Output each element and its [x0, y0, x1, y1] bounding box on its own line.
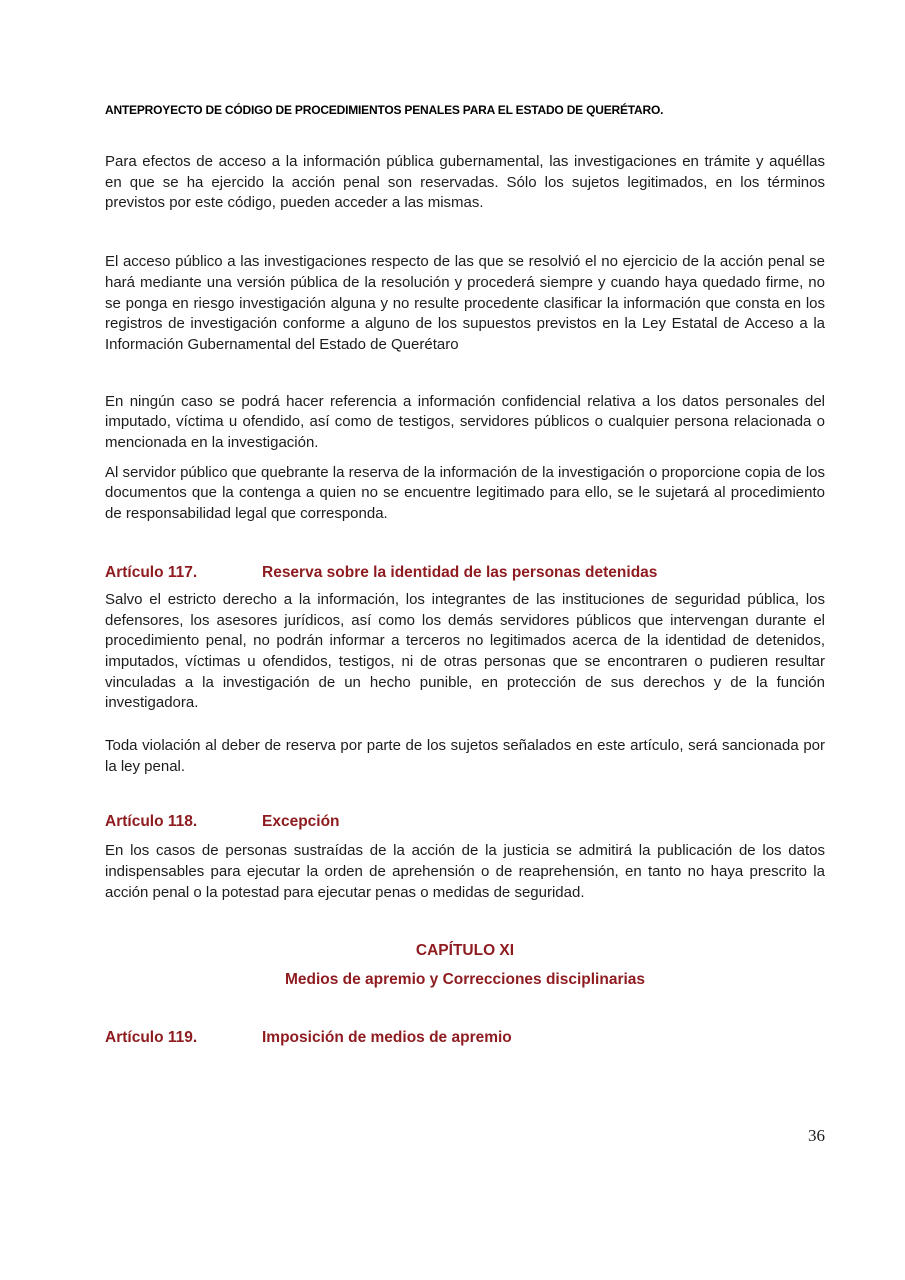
- article-119-label: Artículo 119.: [105, 1028, 198, 1046]
- page-number: 36: [808, 1126, 825, 1145]
- paragraph-toda-violacion: Toda violación al deber de reserva por parte de los sujetos señalados en este artículo, será sancionada por la ley penal.: [105, 737, 825, 775]
- paragraph-acceso-informacion: Para efectos de acceso a la información pública gubernamental, las investigaciones en trámite y aquéllas en que se ha ejercido la acción penal son reservadas. Sólo los sujetos legitimados, en los términos previstos por este código, pueden acceder a las mismas.: [105, 153, 825, 212]
- running-header: ANTEPROYECTO DE CÓDIGO DE PROCEDIMIENTOS PENALES PARA EL ESTADO DE QUERÉTARO.: [105, 103, 664, 117]
- article-117-label: Artículo 117.: [105, 563, 198, 581]
- article-117-title: Reserva sobre la identidad de las personas detenidas: [262, 563, 658, 581]
- article-118-heading: [105, 813, 825, 831]
- paragraph-acceso-publico: El acceso público a las investigaciones respecto de las que se resolvió el no ejercicio de la acción penal se hará mediante una versión pública de la resolución y procederá siempre y cuando haya quedado firme, no se ponga en riesgo investigación alguna y no resulte procedente clasificar la información que consta en los registros de investigación conforme a alguno de los supuestos previstos en la Ley Estatal de Acceso a la Información Gubernamental del Estado de Querétaro: [105, 253, 825, 353]
- article-118-label: Artículo 118.: [105, 813, 198, 831]
- article-119-title: Imposición de medios de apremio: [262, 1028, 512, 1046]
- chapter-subtitle: Medios de apremio y Correcciones disciplinarias: [284, 970, 646, 988]
- paragraph-personas-sustraidas: En los casos de personas sustraídas de la acción de la justicia se admitirá la publicación de los datos indispensables para ejecutar la orden de aprehensión o de reaprehensión, en tanto no haya prescrito la acción penal o la potestad para ejecutar penas o medidas de seguridad.: [105, 842, 825, 901]
- paragraph-salvo-derecho: Salvo el estricto derecho a la información, los integrantes de las instituciones de seguridad pública, los defensores, los asesores jurídicos, así como los demás servidores públicos que intervengan durante el procedimiento penal, no podrán informar a terceros no legitimados acerca de la identidad de detenidos, imputados, víctimas u ofendidos, testigos, ni de otras personas que se encontraren o pudieren resultar vinculadas a la investigación de un hecho punible, en protección de sus derechos y de la función investigadora.: [105, 590, 825, 712]
- paragraph-servidor-publico: Al servidor público que quebrante la reserva de la información de la investigación o proporcione copia de los documentos que la contenga a quien no se encuentre legitimado para ello, se le sujetará al procedimiento de responsabilidad legal que corresponda.: [105, 463, 825, 523]
- article-118-title: Excepción: [262, 813, 340, 831]
- article-117-heading: [105, 564, 825, 582]
- chapter-heading: CAPÍTULO XI: [415, 941, 515, 959]
- paragraph-informacion-confidencial: En ningún caso se podrá hacer referencia a información confidencial relativa a los datos personales del imputado, víctima u ofendido, así como de testigos, servidores públicos o cualquier persona relacionada o mencionada en la investigación.: [105, 392, 825, 452]
- article-119-heading: [105, 1029, 825, 1047]
